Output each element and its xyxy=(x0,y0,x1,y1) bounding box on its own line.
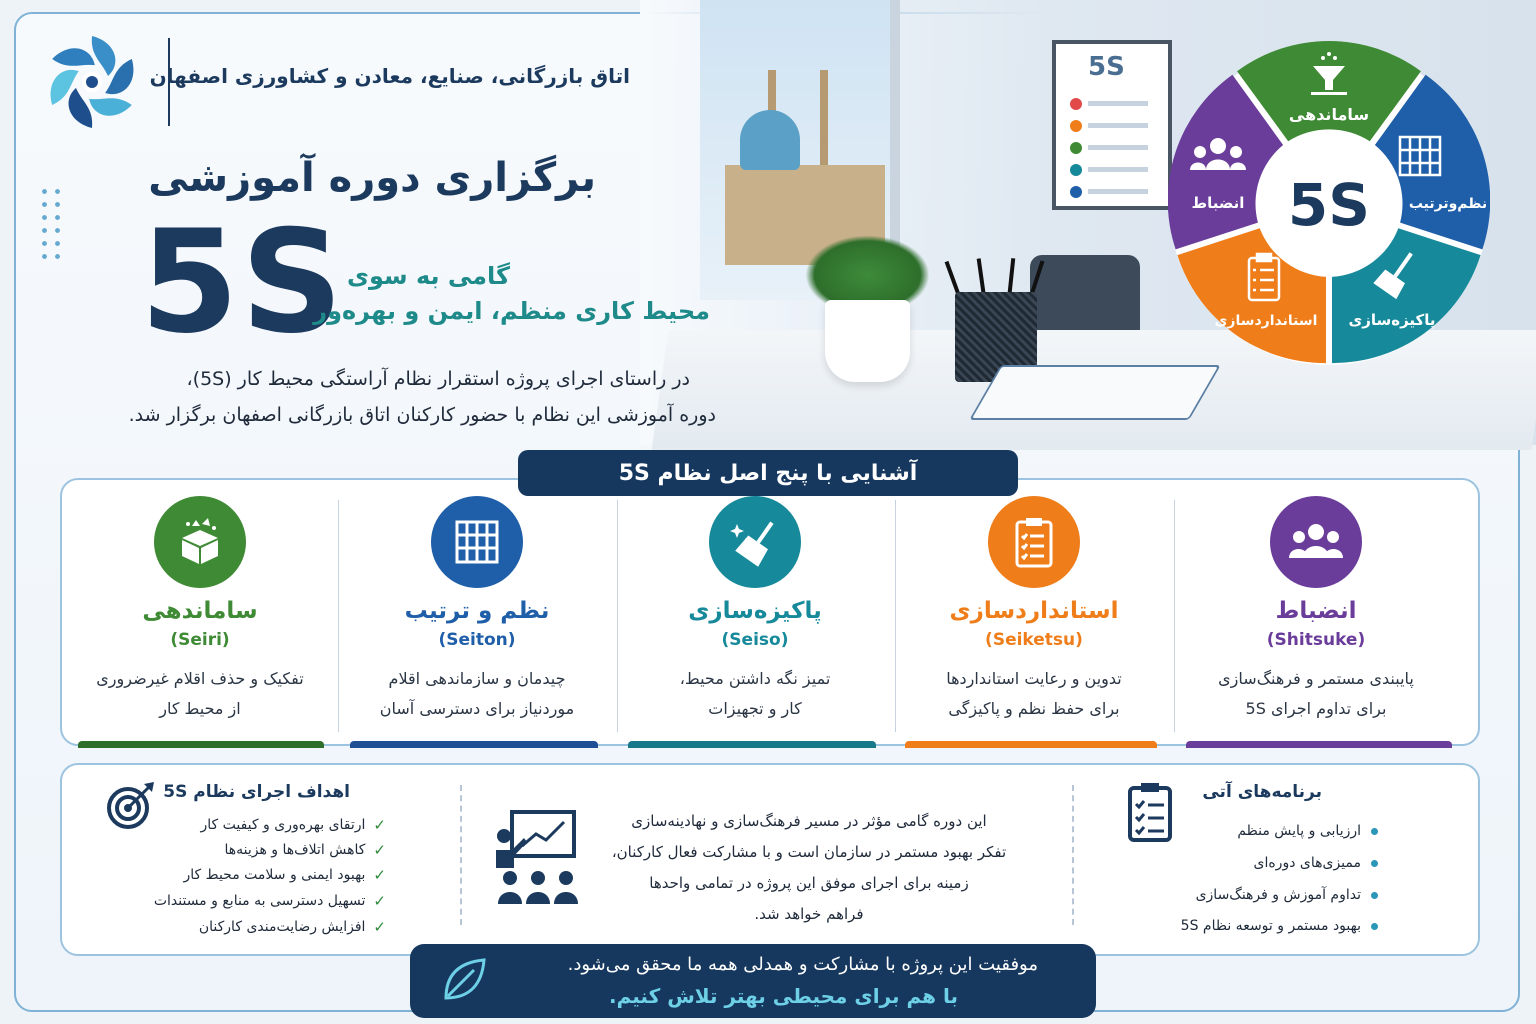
principle-latin: (Shitsuke) xyxy=(1266,630,1366,650)
middle-line: این دوره گامی مؤثر در مسیر فرهنگ‌سازی و نهادینه‌سازی xyxy=(631,812,987,830)
principle-description xyxy=(899,664,1169,724)
leaf-icon xyxy=(440,956,488,1004)
principle-desc-line: از محیط کار xyxy=(159,699,241,718)
box-icon xyxy=(154,496,246,588)
bullet-dot xyxy=(1371,828,1378,835)
wheel-label-seiton: نظم‌وترتیب xyxy=(1408,196,1488,212)
middle-line: فراهم خواهد شد. xyxy=(754,905,864,923)
poster-dot xyxy=(1070,186,1082,198)
principle-name: استانداردسازی xyxy=(949,598,1119,624)
principle-desc-line: تفکیک و حذف اقلام غیرضروری xyxy=(96,669,304,688)
column-divider xyxy=(338,500,339,732)
poster-title: 5S xyxy=(1088,52,1125,82)
principle-color-bar xyxy=(78,741,324,748)
tagline-line-2: محیط کاری منظم، ایمن و بهره‌ور xyxy=(313,297,710,325)
principle-latin: (Seiso) xyxy=(721,630,789,650)
principle-desc-line: برای تداوم اجرای 5S xyxy=(1245,699,1387,718)
decorative-dots xyxy=(38,185,68,265)
future-item xyxy=(1254,855,1379,871)
goal-text: بهبود ایمنی و سلامت محیط کار xyxy=(183,867,366,883)
goal-item xyxy=(224,841,386,859)
principle-desc-line: تمیز نگه داشتن محیط، xyxy=(679,669,831,688)
poster-dot xyxy=(1070,142,1082,154)
column-divider xyxy=(1174,500,1175,732)
intro-line-1: در راستای اجرای پروژه استقرار نظام آراستگی محیط کار (5S)، xyxy=(186,368,690,390)
chamber-logo-icon xyxy=(42,32,142,132)
principle-desc-line: موردنیاز برای دسترسی آسان xyxy=(379,699,575,718)
check-icon: ✓ xyxy=(373,918,386,936)
goal-item xyxy=(154,892,386,910)
footer-line-2: با هم برای محیطی بهتر تلاش کنیم. xyxy=(608,984,958,1008)
principle-color-bar xyxy=(905,741,1157,748)
future-text: تداوم آموزش و فرهنگ‌سازی xyxy=(1195,887,1361,903)
bullet-dot xyxy=(1371,923,1378,930)
principle-description xyxy=(620,664,890,724)
wheel-label-seiri: ساماندهی xyxy=(1288,105,1370,124)
mosque-dome xyxy=(740,110,800,170)
future-text: ارزیابی و پایش منظم xyxy=(1237,823,1361,839)
poster-line xyxy=(1088,189,1148,194)
principle-name: انضباط xyxy=(1275,598,1357,624)
check-icon: ✓ xyxy=(373,892,386,910)
wheel-label-seiso: پاکیزه‌سازی xyxy=(1348,311,1436,329)
intro-line-2: دوره آموزشی این نظام با حضور کارکنان اتاق بازرگانی اصفهان برگزار شد. xyxy=(128,404,716,426)
goal-item xyxy=(199,918,386,936)
column-divider xyxy=(617,500,618,732)
principle-description xyxy=(342,664,612,724)
info-divider xyxy=(460,785,462,925)
info-divider xyxy=(1072,785,1074,925)
clipboard-icon xyxy=(988,496,1080,588)
poster-dot xyxy=(1070,120,1082,132)
principle-seiso xyxy=(620,492,890,748)
principle-latin: (Seiri) xyxy=(170,630,230,650)
target-icon xyxy=(106,780,156,830)
principle-color-bar xyxy=(1186,741,1452,748)
footer-line-1: موفقیت این پروژه با مشارکت و همدلی همه ما محقق می‌شود. xyxy=(567,954,1038,975)
principle-latin: (Seiketsu) xyxy=(985,630,1083,650)
future-title: برنامه‌های آتی xyxy=(1202,782,1322,802)
future-item xyxy=(1181,918,1378,934)
principle-name: نظم و ترتیب xyxy=(404,598,550,624)
poster-dot xyxy=(1070,164,1082,176)
bullet-dot xyxy=(1371,892,1378,899)
future-text: ممیزی‌های دوره‌ای xyxy=(1253,855,1361,871)
goal-text: افزایش رضایت‌مندی کارکنان xyxy=(198,919,366,935)
training-booklet xyxy=(969,365,1221,420)
middle-line: تفکر بهبود مستمر در سازمان است و با مشارکت فعال کارکنان، xyxy=(611,843,1007,861)
principle-latin: (Seiton) xyxy=(438,630,516,650)
principle-desc-line: چیدمان و سازماندهی اقلام xyxy=(388,669,566,688)
poster-dot xyxy=(1070,98,1082,110)
middle-text xyxy=(590,806,1028,930)
principles-title: آشنایی با پنج اصل نظام 5S xyxy=(518,450,1018,496)
goals-title: اهداف اجرای نظام 5S xyxy=(163,782,350,802)
organization-name: اتاق بازرگانی، صنایع، معادن و کشاورزی اصفهان xyxy=(149,64,630,88)
poster-line xyxy=(1088,145,1148,150)
wheel-label-seiketsu: استانداردسازی xyxy=(1214,313,1318,329)
principle-desc-line: برای حفظ نظم و پاکیزگی xyxy=(948,699,1120,718)
check-icon: ✓ xyxy=(373,866,386,884)
broom-icon xyxy=(709,496,801,588)
wheel-center-label: 5S xyxy=(1287,171,1371,239)
footer-banner xyxy=(410,944,1096,1018)
people-icon xyxy=(1270,496,1362,588)
goal-text: تسهیل دسترسی به منابع و مستندات xyxy=(153,893,366,909)
goal-text: ارتقای بهره‌وری و کیفیت کار xyxy=(200,817,366,833)
principle-seiri xyxy=(65,492,335,748)
principle-color-bar xyxy=(350,741,598,748)
5s-wheel xyxy=(1168,38,1490,372)
principle-name: ساماندهی xyxy=(142,598,258,624)
column-divider xyxy=(895,500,896,732)
presentation-icon xyxy=(492,808,584,910)
check-icon: ✓ xyxy=(373,816,386,834)
principle-desc-line: پایبندی مستمر و فرهنگ‌سازی xyxy=(1218,669,1414,688)
wheel-label-shitsuke: انضباط xyxy=(1191,194,1245,212)
poster-line xyxy=(1088,123,1148,128)
page-title: برگزاری دوره آموزشی xyxy=(148,155,596,201)
principle-description xyxy=(1181,664,1451,724)
principle-color-bar xyxy=(628,741,876,748)
poster-line xyxy=(1088,101,1148,106)
bullet-dot xyxy=(1371,860,1378,867)
principle-shitsuke xyxy=(1181,492,1451,748)
principle-seiton xyxy=(342,492,612,748)
future-text: بهبود مستمر و توسعه نظام 5S xyxy=(1180,918,1361,934)
plant-pot xyxy=(825,300,910,382)
future-item xyxy=(1196,887,1378,903)
poster-line xyxy=(1088,167,1148,172)
goal-item xyxy=(200,816,386,834)
check-icon: ✓ xyxy=(373,841,386,859)
big-5s-heading: 5S xyxy=(140,200,346,365)
principle-seiketsu xyxy=(899,492,1169,748)
checklist-icon xyxy=(1126,780,1174,844)
principle-desc-line: کار و تجهیزات xyxy=(708,699,802,718)
middle-line: زمینه برای اجرای موفق این پروژه در تمامی واحدها xyxy=(649,874,969,892)
tagline-line-1: گامی به سوی xyxy=(346,262,510,290)
shelf-icon xyxy=(431,496,523,588)
principle-desc-line: تدوین و رعایت استانداردها xyxy=(946,669,1122,688)
goal-item xyxy=(184,866,386,884)
future-item xyxy=(1237,823,1378,839)
principle-name: پاکیزه‌سازی xyxy=(688,598,822,624)
principle-description xyxy=(65,664,335,724)
goal-text: کاهش اتلاف‌ها و هزینه‌ها xyxy=(224,842,366,858)
